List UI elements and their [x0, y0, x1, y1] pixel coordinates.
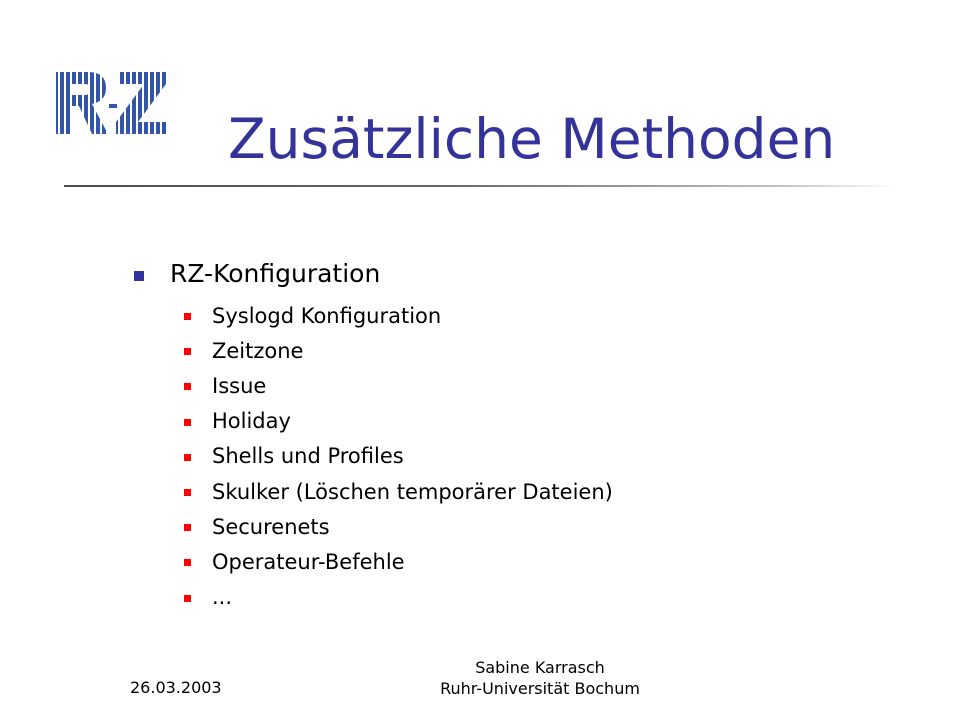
sub-bullet-item — [184, 439, 613, 474]
sub-bullet-label: Operateur-Befehle — [212, 549, 405, 574]
sub-bullet-item — [184, 474, 613, 509]
sub-bullet-label: Issue — [212, 373, 267, 398]
square-bullet-icon — [184, 348, 191, 355]
sub-bullet-label: Syslogd Konfiguration — [212, 303, 442, 328]
sub-bullet-label: ... — [212, 585, 233, 610]
sub-bullet-item — [184, 298, 613, 333]
bullet-label-main: RZ-Konfiguration — [170, 259, 381, 288]
square-bullet-icon — [184, 383, 191, 390]
square-bullet-icon — [184, 313, 191, 320]
footer-author-name: Sabine Karrasch — [475, 658, 605, 677]
sub-bullet-label: Skulker (Löschen temporärer Dateien) — [212, 479, 613, 504]
bullet-item-main — [134, 256, 380, 292]
square-bullet-icon — [134, 271, 144, 281]
square-bullet-icon — [184, 454, 191, 461]
footer-institution: Ruhr-Universität Bochum — [440, 679, 640, 698]
sub-bullet-item — [184, 368, 613, 403]
footer-author-block — [410, 657, 670, 699]
footer-date: 26.03.2003 — [130, 678, 222, 697]
sub-bullet-label: Holiday — [212, 409, 291, 434]
square-bullet-icon — [184, 489, 191, 496]
sub-bullet-list — [184, 298, 613, 615]
slide-title: Zusätzliche Methoden — [228, 107, 836, 171]
square-bullet-icon — [184, 419, 191, 426]
sub-bullet-item — [184, 580, 613, 615]
sub-bullet-item — [184, 333, 613, 368]
sub-bullet-label: Shells und Profiles — [212, 444, 404, 469]
sub-bullet-item — [184, 404, 613, 439]
sub-bullet-label: Zeitzone — [212, 338, 304, 363]
square-bullet-icon — [184, 524, 191, 531]
square-bullet-icon — [184, 595, 191, 602]
sub-bullet-label: Securenets — [212, 514, 330, 539]
sub-bullet-item — [184, 544, 613, 579]
sub-bullet-item — [184, 509, 613, 544]
square-bullet-icon — [184, 559, 191, 566]
